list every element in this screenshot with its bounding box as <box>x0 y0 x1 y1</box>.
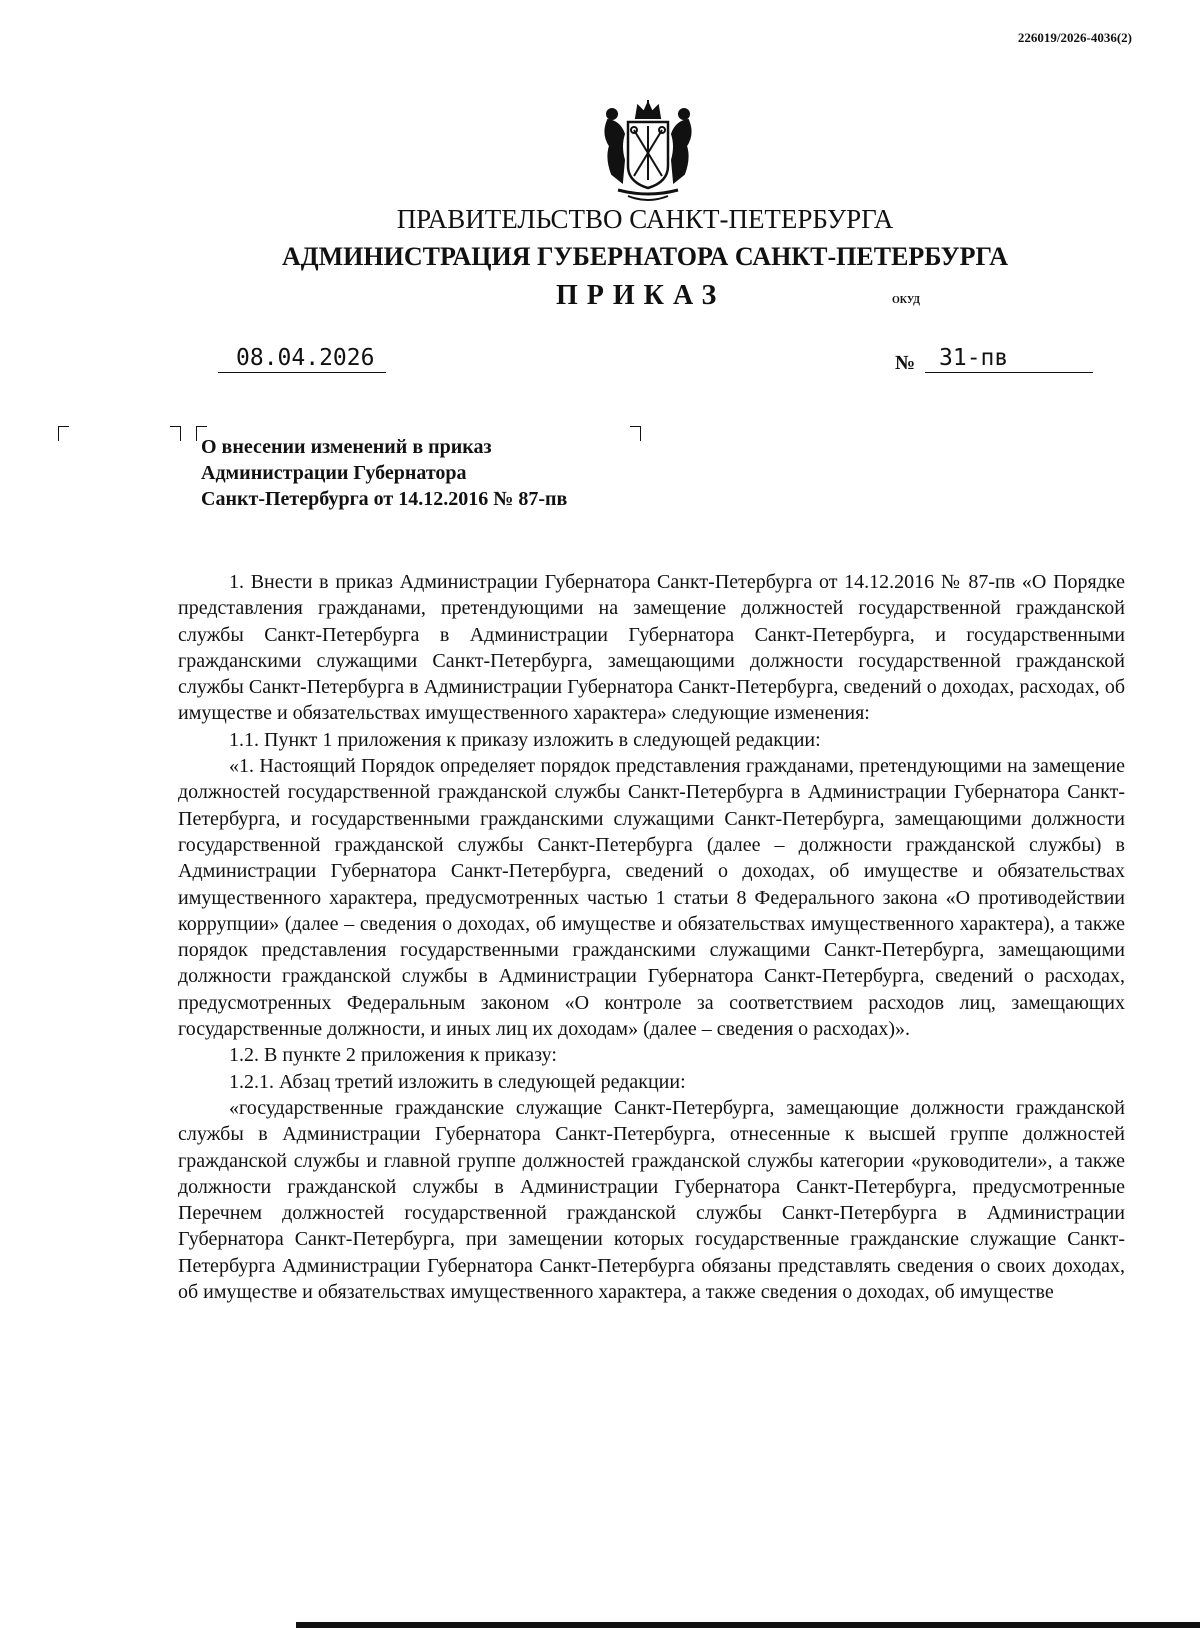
document-subject <box>201 434 567 512</box>
org-government: ПРАВИТЕЛЬСТВО САНКТ-ПЕТЕРБУРГА <box>396 204 894 234</box>
paragraph: 1.2.1. Абзац третий изложить в следующей редакции: <box>229 1070 686 1093</box>
margin-corner-mark <box>58 426 69 441</box>
document-number: 31-пв <box>925 344 1093 373</box>
subject-line: Администрации Губернатора <box>201 462 467 484</box>
subject-line: Санкт-Петербурга от 14.12.2016 № 87-пв <box>201 488 568 510</box>
registration-number: 226019/2026-4036(2) <box>1017 30 1132 45</box>
org-administration: АДМИНИСТРАЦИЯ ГУБЕРНАТОРА САНКТ-ПЕТЕРБУРГА <box>281 242 1009 271</box>
document-date: 08.04.2026 <box>218 344 386 373</box>
paragraph: 1.1. Пункт 1 приложения к приказу изложить в следующей редакции: <box>229 728 821 751</box>
number-sign: № <box>895 352 916 374</box>
paragraph: 1.2. В пункте 2 приложения к приказу: <box>229 1044 557 1067</box>
okud-label: ОКУД <box>892 295 921 306</box>
subject-corner-mark <box>630 426 641 441</box>
coat-of-arms-icon <box>598 100 698 204</box>
paragraph: «государственные гражданские служащие Санкт-Петербурга, замещающие должности гражданской службы в Администрации Губернатора Санкт-Петербурга, отнесенные к высшей группе должностей гражданской службы и главной группе должностей гражданской службы категории «руководители», а также должности гражданской службы в Администрации Губернатора Санкт-Петербурга, предусмотренные Перечнем должностей государственной гражданской службы Санкт-Петербурга в Администрации Губернатора Санкт-Петербурга, при замещении которых государственные гражданские служащие Санкт-Петербурга Администрации Губернатора Санкт-Петербурга обязаны представлять сведения о своих доходах, об имуществе и обязательствах имущественного характера, а также сведения о доходах, об имуществе <box>178 1096 1125 1304</box>
scan-edge-bar <box>296 1622 1200 1628</box>
subject-line: О внесении изменений в приказ <box>201 436 492 458</box>
document-type: ПРИКАЗ <box>556 280 726 311</box>
paragraph: 1. Внести в приказ Администрации Губернатора Санкт-Петербурга от 14.12.2016 № 87-пв «О Порядке представления гражданами, претендующими на замещение должностей государственной гражданской службы Санкт-Петербурга в Администрации Губернатора Санкт-Петербурга, и государственными гражданскими служащими Санкт-Петербурга, замещающими должности государственной гражданской службы Санкт-Петербурга в Администрации Губернатора Санкт-Петербурга, сведений о доходах, расходах, об имуществе и обязательствах имущественного характера» следующие изменения: <box>178 571 1125 725</box>
margin-corner-mark <box>170 426 181 441</box>
paragraph: «1. Настоящий Порядок определяет порядок представления гражданами, претендующими на замещение должностей государственной гражданской службы Санкт-Петербурга в Администрации Губернатора Санкт-Петербурга, и государственными гражданскими служащими Санкт-Петербурга, замещающими должности государственной гражданской службы Санкт-Петербурга (далее – должности гражданской службы) в Администрации Губернатора Санкт-Петербурга, сведений о доходах, об имуществе и обязательствах имущественного характера, предусмотренных частью 1 статьи 8 Федерального закона «О противодействии коррупции» (далее – сведения о доходах, об имуществе и обязательствах имущественного характера), а также порядок представления государственными гражданскими служащими Санкт-Петербурга, замещающими должности гражданской службы в Администрации Губернатора Санкт-Петербурга, сведений о расходах, предусмотренных Федеральным законом «О контроле за соответствием расходов лиц, замещающих государственные должности, и иных лиц их доходам» (далее – сведения о расходах)». <box>178 755 1125 1041</box>
document-body <box>178 569 1125 1305</box>
